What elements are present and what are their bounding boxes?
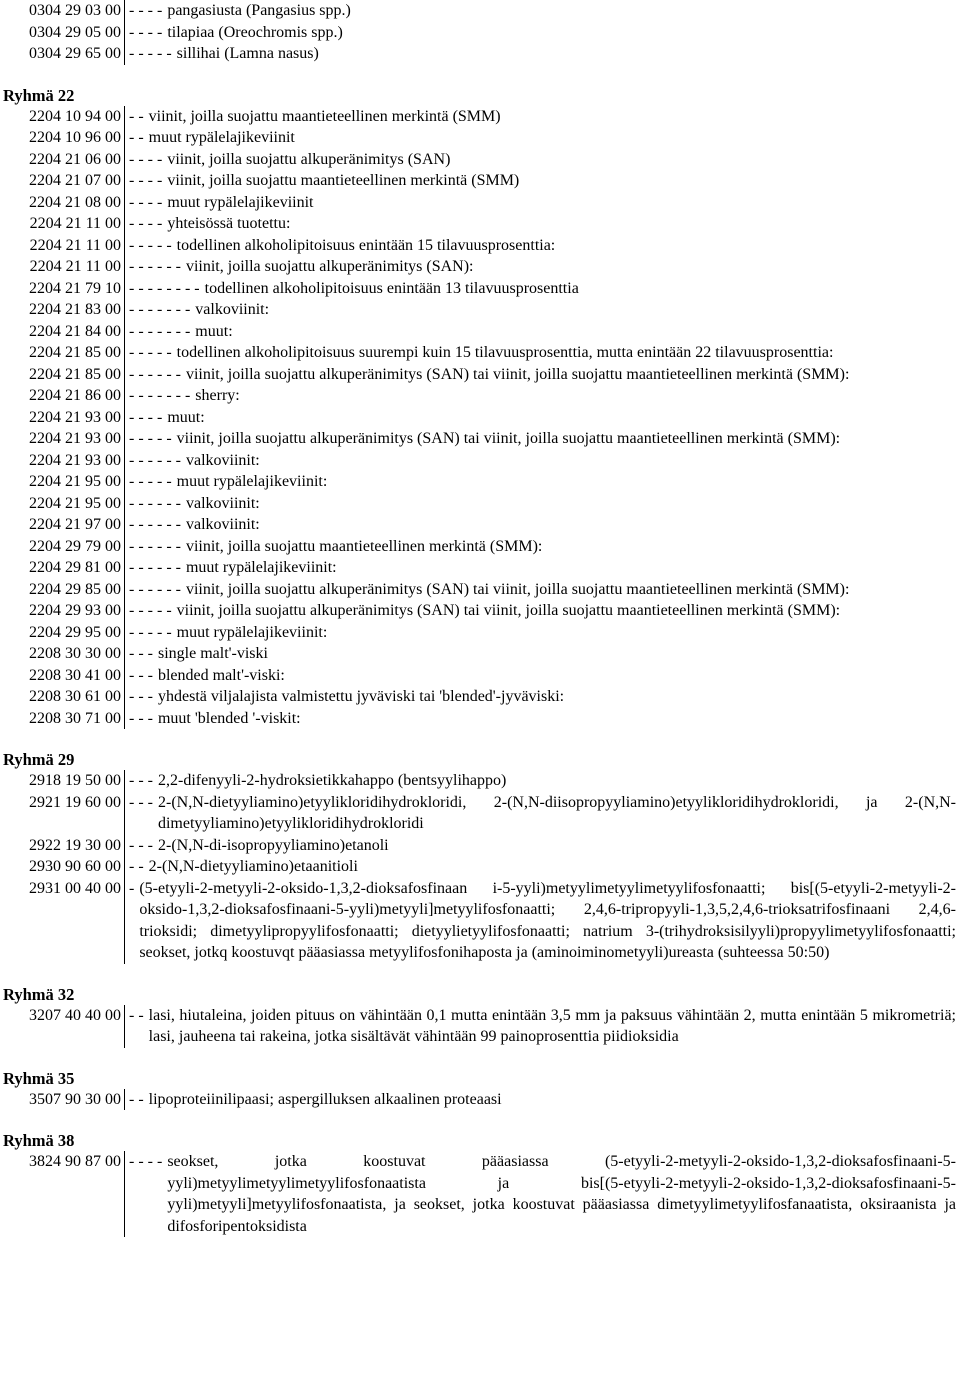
tariff-row (0, 770, 960, 792)
cn-code: 2931 00 40 00 (0, 878, 125, 964)
tariff-row (0, 407, 960, 429)
description (125, 0, 960, 22)
indent-dashes: - - - - (129, 1153, 163, 1170)
description (125, 256, 960, 278)
tariff-row (0, 1089, 960, 1111)
group-spacer (0, 65, 960, 86)
tariff-row (0, 536, 960, 558)
indent-dashes: - - - - (129, 150, 163, 168)
description (125, 835, 960, 857)
tariff-row (0, 665, 960, 687)
description (125, 213, 960, 235)
cn-code: 0304 29 05 00 (0, 22, 125, 44)
description (125, 127, 960, 149)
description (125, 514, 960, 536)
tariff-row (0, 192, 960, 214)
tariff-row (0, 213, 960, 235)
indent-dashes: - - - - (129, 193, 163, 211)
tariff-row (0, 321, 960, 343)
tariff-row (0, 1151, 960, 1237)
description (125, 428, 960, 450)
description (125, 407, 960, 429)
description (125, 708, 960, 730)
cn-code: 2208 30 61 00 (0, 686, 125, 708)
description-text: lipoproteiinilipaasi; aspergilluksen alkaalinen proteaasi (148, 1090, 502, 1108)
cn-code: 2922 19 30 00 (0, 835, 125, 857)
description-text: valkoviinit: (195, 301, 270, 318)
description (125, 686, 960, 708)
tariff-group (0, 65, 960, 730)
description (125, 471, 960, 493)
description-text: muut 'blended '-viskit: (157, 709, 301, 727)
cn-code: 2204 21 93 00 (0, 407, 125, 429)
cn-code: 3207 40 40 00 (0, 1005, 125, 1048)
description-text: lasi, hiutaleina, joiden pituus on vähintään 0,1 mutta enintään 3,5 mm ja paksuus vähintään 2, mutta enintään 5 mikrometriä; lasi, jauheena tai rakeina, jotka sisältävät vähintään 99 painoprosenttia piidioksidia (148, 1006, 956, 1045)
cn-code: 2930 90 60 00 (0, 856, 125, 878)
description (125, 278, 960, 300)
description-text: valkoviinit: (185, 451, 260, 469)
tariff-row (0, 708, 960, 730)
tariff-row (0, 622, 960, 644)
description (125, 557, 960, 579)
tariff-row (0, 514, 960, 536)
description (125, 321, 960, 343)
tariff-group (0, 964, 960, 1048)
description (125, 170, 960, 192)
indent-dashes: - - - - - - - - (129, 279, 200, 297)
indent-dashes: - - (129, 129, 144, 146)
cn-code: 0304 29 03 00 (0, 0, 125, 22)
cn-code: 0304 29 65 00 (0, 43, 125, 65)
indent-dashes: - - - - - (129, 236, 172, 254)
indent-dashes: - - - - - (129, 430, 172, 447)
cn-code: 2204 21 06 00 (0, 149, 125, 171)
cn-code: 2208 30 30 00 (0, 643, 125, 665)
cn-code: 2918 19 50 00 (0, 770, 125, 792)
description-text: 2,2-difenyyli-2-hydroksietikkahappo (bentsyylihappo) (157, 772, 507, 789)
cn-code: 2204 21 08 00 (0, 192, 125, 214)
cn-code: 2204 21 11 00 (0, 256, 125, 278)
description (125, 878, 960, 964)
indent-dashes: - - - - - - (129, 559, 181, 576)
tariff-group (0, 1048, 960, 1111)
description-text: (5-etyyli-2-metyyli-2-oksido-1,3,2-dioksafosfinaan i-5-yyli)metyylimetyylimetyylifosfonaatti; bis[(5-etyyli-2-metyyli-2-oksido-1,3,2-dioksafosfinaani-5-yyli)metyyli]metyylifosfonaatti; 2,4,6-tripropyyli-1,3,5,2,4,6-trioksatrifosfinaani 2,4,6-trioksidi; dimetyylipropyylifosfonaatti; dietyylietyylifosfonaatti; natrium 3-(trihydroksisilyyli)propyylimetyylifosfonaatti; seokset, jotkq koostuvqt pääasiassa metyylifosfonihaposta ja (aminoiminometyyli)ureasta (suhteessa 50:50) (139, 879, 956, 961)
indent-dashes: - - - - (129, 23, 163, 41)
description (125, 792, 960, 835)
cn-code: 2204 21 93 00 (0, 450, 125, 472)
description-text: 2-(N,N-dietyyliamino)etyylikloridihydrokloridi, 2-(N,N-diisopropyyliamino)etyylikloridihydrokloridi, ja 2-(N,N-dimetyyliamino)etyylikloridihydrokloridi (157, 793, 956, 832)
indent-dashes: - - - (129, 688, 153, 705)
indent-dashes: - - - - - - (129, 258, 181, 275)
description (125, 770, 960, 792)
cn-code: 2204 10 94 00 (0, 106, 125, 128)
tariff-row (0, 856, 960, 878)
description (125, 22, 960, 44)
description (125, 1005, 960, 1048)
description (125, 149, 960, 171)
group-spacer (0, 1048, 960, 1069)
group-heading: Ryhmä 35 (3, 1068, 75, 1088)
group-heading: Ryhmä 29 (3, 750, 75, 769)
description-text: viinit, joilla suojattu maantieteellinen merkintä (SMM) (148, 107, 501, 125)
tariff-row (0, 385, 960, 407)
tariff-row (0, 256, 960, 278)
description (125, 536, 960, 558)
cn-code: 2204 21 93 00 (0, 428, 125, 450)
description (125, 600, 960, 622)
description-text: viinit, joilla suojattu alkuperänimitys (SAN): (185, 258, 474, 275)
indent-dashes: - - - (129, 666, 153, 684)
indent-dashes: - - - (129, 709, 153, 727)
description (125, 106, 960, 128)
group-heading: Ryhmä 38 (3, 1131, 75, 1150)
indent-dashes: - - - - - (129, 473, 172, 490)
indent-dashes: - - - (129, 793, 153, 811)
indent-dashes: - - - - - (129, 45, 172, 62)
group-spacer (0, 729, 960, 750)
tariff-row (0, 493, 960, 515)
tariff-row (0, 149, 960, 171)
tariff-row (0, 127, 960, 149)
tariff-group (0, 1110, 960, 1237)
tariff-group (0, 0, 960, 65)
tariff-row (0, 43, 960, 65)
description-text: valkoviinit: (185, 494, 260, 512)
tariff-row (0, 792, 960, 835)
cn-code: 2204 21 95 00 (0, 471, 125, 493)
tariff-row (0, 106, 960, 128)
description-text: blended malt'-viski: (157, 666, 285, 684)
description-text: sillihai (Lamna nasus) (176, 45, 319, 62)
tariff-row (0, 878, 960, 964)
description (125, 235, 960, 257)
description-text: yhteisössä tuotettu: (167, 215, 291, 232)
cn-code: 2204 21 97 00 (0, 514, 125, 536)
cn-code: 2204 29 93 00 (0, 600, 125, 622)
cn-code: 2208 30 71 00 (0, 708, 125, 730)
description (125, 450, 960, 472)
cn-code: 2204 21 07 00 (0, 170, 125, 192)
description (125, 643, 960, 665)
tariff-row (0, 1005, 960, 1048)
cn-code: 2204 29 95 00 (0, 622, 125, 644)
description-text: todellinen alkoholipitoisuus suurempi kuin 15 tilavuusprosenttia, mutta enintään 22 tilavuusprosenttia: (176, 344, 834, 361)
tariff-row (0, 428, 960, 450)
tariff-row (0, 557, 960, 579)
group-spacer (0, 964, 960, 985)
description (125, 43, 960, 65)
description-text: viinit, joilla suojattu alkuperänimitys (SAN) (167, 150, 451, 168)
indent-dashes: - - - - - (129, 623, 172, 641)
indent-dashes: - (129, 879, 135, 897)
cn-code: 2204 21 95 00 (0, 493, 125, 515)
group-heading: Ryhmä 32 (3, 984, 75, 1004)
description (125, 856, 960, 878)
indent-dashes: - - - - - - (129, 580, 181, 598)
indent-dashes: - - - (129, 645, 153, 662)
indent-dashes: - - - - - - (129, 451, 181, 469)
description-text: viinit, joilla suojattu alkuperänimitys (SAN) tai viinit, joilla suojattu maantieteellinen merkintä (SMM): (176, 602, 841, 619)
description-text: single malt'-viski (157, 645, 268, 662)
tariff-row (0, 0, 960, 22)
tariff-row (0, 686, 960, 708)
description (125, 579, 960, 601)
description-text: 2-(N,N-di-isopropyyliamino)etanoli (157, 836, 389, 854)
description-text: sherry: (195, 387, 240, 404)
description-text: viinit, joilla suojattu alkuperänimitys (SAN) tai viinit, joilla suojattu maantieteellinen merkintä (SMM): (185, 580, 850, 598)
description-text: muut: (195, 322, 233, 340)
tariff-row (0, 170, 960, 192)
indent-dashes: - - - - (129, 408, 163, 426)
indent-dashes: - - - - - (129, 602, 172, 619)
description (125, 493, 960, 515)
indent-dashes: - - (129, 1090, 144, 1108)
description (125, 299, 960, 321)
indent-dashes: - - - - - - (129, 516, 181, 533)
indent-dashes: - - (129, 858, 144, 875)
indent-dashes: - - (129, 1006, 144, 1024)
group-spacer (0, 1110, 960, 1131)
description-text: muut rypälelajikeviinit: (176, 473, 328, 490)
tariff-row (0, 600, 960, 622)
indent-dashes: - - - (129, 772, 153, 789)
description-text: todellinen alkoholipitoisuus enintään 15 tilavuusprosenttia: (176, 236, 556, 254)
indent-dashes: - - - - (129, 2, 163, 19)
cn-code: 2204 21 83 00 (0, 299, 125, 321)
indent-dashes: - - - - - - (129, 365, 181, 383)
description-text: viinit, joilla suojattu maantieteellinen merkintä (SMM) (167, 172, 520, 189)
description (125, 364, 960, 386)
tariff-row (0, 450, 960, 472)
indent-dashes: - - - (129, 836, 153, 854)
indent-dashes: - - (129, 107, 144, 125)
description (125, 192, 960, 214)
description-text: muut rypälelajikeviinit: (176, 623, 328, 641)
indent-dashes: - - - - (129, 172, 163, 189)
cn-code: 2204 29 81 00 (0, 557, 125, 579)
cn-code: 2204 29 79 00 (0, 536, 125, 558)
description-text: muut rypälelajikeviinit: (185, 559, 337, 576)
tariff-row (0, 299, 960, 321)
description-text: viinit, joilla suojattu alkuperänimitys (SAN) tai viinit, joilla suojattu maantieteellinen merkintä (SMM): (176, 430, 841, 447)
description (125, 342, 960, 364)
description (125, 385, 960, 407)
description-text: viinit, joilla suojattu alkuperänimitys (SAN) tai viinit, joilla suojattu maantieteellinen merkintä (SMM): (185, 365, 850, 383)
tariff-row (0, 835, 960, 857)
description (125, 622, 960, 644)
description (125, 1089, 960, 1111)
indent-dashes: - - - - - - (129, 537, 181, 555)
tariff-row (0, 342, 960, 364)
cn-code: 2204 21 11 00 (0, 213, 125, 235)
cn-code: 2204 29 85 00 (0, 579, 125, 601)
cn-code: 2204 21 85 00 (0, 364, 125, 386)
indent-dashes: - - - - (129, 215, 163, 232)
indent-dashes: - - - - - - - (129, 322, 191, 340)
cn-code: 2204 21 11 00 (0, 235, 125, 257)
cn-code: 2204 21 79 10 (0, 278, 125, 300)
description-text: pangasiusta (Pangasius spp.) (167, 2, 351, 19)
tariff-row (0, 643, 960, 665)
indent-dashes: - - - - - - - (129, 301, 191, 318)
description-text: yhdestä viljalajista valmistettu jyväviski tai 'blended'-jyväviski: (157, 688, 565, 705)
description-text: muut: (167, 408, 205, 426)
cn-code: 2204 21 85 00 (0, 342, 125, 364)
tariff-row (0, 471, 960, 493)
cn-code: 2921 19 60 00 (0, 792, 125, 835)
cn-code: 2204 21 86 00 (0, 385, 125, 407)
cn-code: 2204 10 96 00 (0, 127, 125, 149)
description-text: 2-(N,N-dietyyliamino)etaanitioli (148, 858, 358, 875)
description-text: todellinen alkoholipitoisuus enintään 13 tilavuusprosenttia (204, 279, 579, 297)
description-text: valkoviinit: (185, 516, 260, 533)
group-heading: Ryhmä 22 (3, 85, 75, 105)
indent-dashes: - - - - - - (129, 494, 181, 512)
description-text: muut rypälelajikeviinit (148, 129, 295, 146)
tariff-row (0, 22, 960, 44)
description (125, 665, 960, 687)
description-text: viinit, joilla suojattu maantieteellinen merkintä (SMM): (185, 537, 543, 555)
tariff-row (0, 235, 960, 257)
description-text: tilapiaa (Oreochromis spp.) (167, 23, 343, 41)
description-text: seokset, jotka koostuvat pääasiassa (5-etyyli-2-metyyli-2-oksido-1,3,2-dioksafosfinaani-5-yyli)metyylimetyylimetyylifosfonaatista ja bis[(5-etyyli-2-metyyli-2-oksido-1,3,2-dioksafosfinaani-5-yyli)metyyli]metyylifosfonaatista, ja seokset, jotka koostuvat pääasiassa dimetyylimetyylifosfanaatista, oksiraanista ja difosforipentoksidista (167, 1153, 956, 1235)
cn-code: 2208 30 41 00 (0, 665, 125, 687)
tariff-row (0, 579, 960, 601)
cn-code: 3507 90 30 00 (0, 1089, 125, 1111)
description-text: muut rypälelajikeviinit (167, 193, 314, 211)
tariff-row (0, 278, 960, 300)
description (125, 1151, 960, 1237)
cn-code: 3824 90 87 00 (0, 1151, 125, 1237)
indent-dashes: - - - - - - - (129, 387, 191, 404)
tariff-group (0, 729, 960, 964)
tariff-row (0, 364, 960, 386)
cn-code: 2204 21 84 00 (0, 321, 125, 343)
indent-dashes: - - - - - (129, 344, 172, 361)
